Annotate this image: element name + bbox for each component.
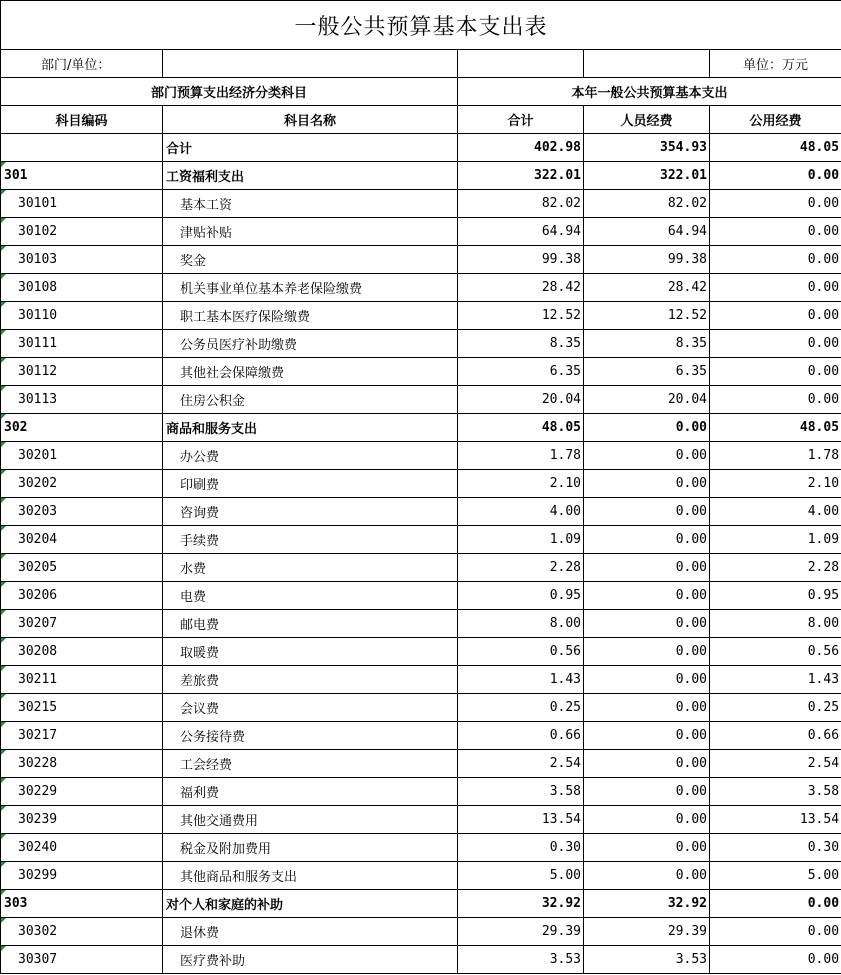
cell-public[interactable]: 0.00: [710, 190, 841, 218]
cell-personnel[interactable]: 322.01: [584, 162, 710, 190]
cell-name[interactable]: 工会经费: [163, 750, 458, 778]
cell-personnel[interactable]: 0.00: [584, 582, 710, 610]
cell-code[interactable]: 30113: [1, 386, 163, 414]
cell-total[interactable]: 3.58: [458, 778, 584, 806]
cell-public[interactable]: 0.00: [710, 302, 841, 330]
cell-code[interactable]: 30307: [1, 946, 163, 974]
col-header-total: 合计: [458, 106, 584, 134]
cell-personnel[interactable]: 0.00: [584, 834, 710, 862]
blank-cell[interactable]: [458, 50, 584, 78]
cell-code[interactable]: 30204: [1, 526, 163, 554]
cell-total[interactable]: 6.35: [458, 358, 584, 386]
cell-public[interactable]: 0.00: [710, 246, 841, 274]
col-header-personnel: 人员经费: [584, 106, 710, 134]
table-row: [1, 918, 841, 946]
cell-name[interactable]: 奖金: [163, 246, 458, 274]
cell-name[interactable]: 合计: [163, 134, 458, 162]
table-row: [1, 526, 841, 554]
cell-code[interactable]: 30102: [1, 218, 163, 246]
cell-name[interactable]: 水费: [163, 554, 458, 582]
cell-total[interactable]: 32.92: [458, 890, 584, 918]
cell-public[interactable]: 48.05: [710, 134, 841, 162]
table-row: [1, 470, 841, 498]
table-row: [1, 246, 841, 274]
cell-public[interactable]: 0.00: [710, 946, 841, 974]
cell-personnel[interactable]: 0.00: [584, 806, 710, 834]
table-row: [1, 330, 841, 358]
dept-value-cell[interactable]: [163, 50, 458, 78]
cell-name[interactable]: 其他社会保障缴费: [163, 358, 458, 386]
cell-code[interactable]: 302: [1, 414, 163, 442]
table-row: [1, 834, 841, 862]
cell-public[interactable]: 0.00: [710, 330, 841, 358]
cell-personnel[interactable]: 0.00: [584, 862, 710, 890]
cell-name[interactable]: 咨询费: [163, 498, 458, 526]
cell-name[interactable]: 退休费: [163, 918, 458, 946]
table-row: [1, 750, 841, 778]
cell-code[interactable]: 30103: [1, 246, 163, 274]
cell-public[interactable]: 0.00: [710, 890, 841, 918]
cell-public[interactable]: 2.10: [710, 470, 841, 498]
table-row: [1, 442, 841, 470]
cell-code[interactable]: 30201: [1, 442, 163, 470]
cell-name[interactable]: 津贴补贴: [163, 218, 458, 246]
cell-total[interactable]: 64.94: [458, 218, 584, 246]
cell-personnel[interactable]: 0.00: [584, 498, 710, 526]
cell-total[interactable]: 0.56: [458, 638, 584, 666]
table-row: [1, 358, 841, 386]
cell-code[interactable]: 30299: [1, 862, 163, 890]
cell-personnel[interactable]: 0.00: [584, 610, 710, 638]
cell-code[interactable]: 30202: [1, 470, 163, 498]
cell-code[interactable]: 30208: [1, 638, 163, 666]
cell-total[interactable]: 322.01: [458, 162, 584, 190]
group-header-left: 部门预算支出经济分类科目: [1, 78, 458, 106]
cell-personnel[interactable]: 0.00: [584, 666, 710, 694]
blank-cell[interactable]: [584, 50, 710, 78]
cell-total[interactable]: 13.54: [458, 806, 584, 834]
cell-public[interactable]: 0.00: [710, 386, 841, 414]
unit-label: 单位：万元: [710, 50, 841, 78]
cell-personnel[interactable]: 354.93: [584, 134, 710, 162]
cell-public[interactable]: 1.09: [710, 526, 841, 554]
cell-personnel[interactable]: 0.00: [584, 470, 710, 498]
cell-public[interactable]: 0.00: [710, 918, 841, 946]
cell-total[interactable]: 402.98: [458, 134, 584, 162]
cell-personnel[interactable]: 0.00: [584, 722, 710, 750]
cell-total[interactable]: 0.25: [458, 694, 584, 722]
cell-name[interactable]: 邮电费: [163, 610, 458, 638]
cell-personnel[interactable]: 0.00: [584, 778, 710, 806]
cell-public[interactable]: 1.78: [710, 442, 841, 470]
cell-public[interactable]: 0.66: [710, 722, 841, 750]
cell-total[interactable]: 48.05: [458, 414, 584, 442]
cell-total[interactable]: 2.54: [458, 750, 584, 778]
cell-personnel[interactable]: 20.04: [584, 386, 710, 414]
cell-personnel[interactable]: 0.00: [584, 526, 710, 554]
cell-personnel[interactable]: 32.92: [584, 890, 710, 918]
cell-code[interactable]: 30101: [1, 190, 163, 218]
cell-personnel[interactable]: 82.02: [584, 190, 710, 218]
cell-public[interactable]: 0.00: [710, 274, 841, 302]
cell-personnel[interactable]: 0.00: [584, 750, 710, 778]
cell-name[interactable]: 职工基本医疗保险缴费: [163, 302, 458, 330]
cell-name[interactable]: 公务员医疗补助缴费: [163, 330, 458, 358]
cell-public[interactable]: 0.00: [710, 358, 841, 386]
cell-name[interactable]: 住房公积金: [163, 386, 458, 414]
cell-public[interactable]: 5.00: [710, 862, 841, 890]
cell-code[interactable]: 30207: [1, 610, 163, 638]
cell-public[interactable]: 0.00: [710, 162, 841, 190]
cell-name[interactable]: 其他交通费用: [163, 806, 458, 834]
cell-name[interactable]: 公务接待费: [163, 722, 458, 750]
cell-code[interactable]: 30205: [1, 554, 163, 582]
table-row: [1, 134, 841, 162]
cell-code[interactable]: 30229: [1, 778, 163, 806]
cell-public[interactable]: 2.54: [710, 750, 841, 778]
cell-personnel[interactable]: 28.42: [584, 274, 710, 302]
cell-name[interactable]: 电费: [163, 582, 458, 610]
cell-name[interactable]: 差旅费: [163, 666, 458, 694]
cell-total[interactable]: 8.00: [458, 610, 584, 638]
cell-code[interactable]: 30203: [1, 498, 163, 526]
cell-total[interactable]: 82.02: [458, 190, 584, 218]
cell-public[interactable]: 13.54: [710, 806, 841, 834]
col-header-code: 科目编码: [1, 106, 163, 134]
table-row: [1, 386, 841, 414]
cell-personnel[interactable]: 3.53: [584, 946, 710, 974]
cell-public[interactable]: 0.95: [710, 582, 841, 610]
cell-personnel[interactable]: 64.94: [584, 218, 710, 246]
table-row: [1, 946, 841, 974]
cell-total[interactable]: 12.52: [458, 302, 584, 330]
cell-name[interactable]: 手续费: [163, 526, 458, 554]
table-row: [1, 862, 841, 890]
cell-public[interactable]: 2.28: [710, 554, 841, 582]
cell-personnel[interactable]: 12.52: [584, 302, 710, 330]
cell-name[interactable]: 对个人和家庭的补助: [163, 890, 458, 918]
cell-public[interactable]: 3.58: [710, 778, 841, 806]
table-row: [1, 162, 841, 190]
cell-name[interactable]: 福利费: [163, 778, 458, 806]
table-row: [1, 722, 841, 750]
cell-personnel[interactable]: 0.00: [584, 694, 710, 722]
cell-personnel[interactable]: 6.35: [584, 358, 710, 386]
table-row: [1, 218, 841, 246]
cell-code[interactable]: 30108: [1, 274, 163, 302]
cell-personnel[interactable]: 0.00: [584, 442, 710, 470]
table-row: [1, 666, 841, 694]
page-title: 一般公共预算基本支出表: [1, 1, 841, 50]
col-header-public: 公用经费: [710, 106, 841, 134]
cell-name[interactable]: 机关事业单位基本养老保险缴费: [163, 274, 458, 302]
cell-total[interactable]: 1.43: [458, 666, 584, 694]
dept-label: 部门/单位：: [1, 50, 163, 78]
cell-name[interactable]: 会议费: [163, 694, 458, 722]
cell-code[interactable]: 30211: [1, 666, 163, 694]
cell-personnel[interactable]: 99.38: [584, 246, 710, 274]
cell-code[interactable]: 30217: [1, 722, 163, 750]
cell-personnel[interactable]: 0.00: [584, 554, 710, 582]
cell-total[interactable]: 1.78: [458, 442, 584, 470]
cell-name[interactable]: 印刷费: [163, 470, 458, 498]
cell-total[interactable]: 29.39: [458, 918, 584, 946]
cell-code[interactable]: 30111: [1, 330, 163, 358]
cell-code[interactable]: 30302: [1, 918, 163, 946]
cell-name[interactable]: 基本工资: [163, 190, 458, 218]
cell-code[interactable]: 303: [1, 890, 163, 918]
cell-public[interactable]: 4.00: [710, 498, 841, 526]
table-row: [1, 806, 841, 834]
cell-code[interactable]: 30110: [1, 302, 163, 330]
cell-code[interactable]: 30228: [1, 750, 163, 778]
cell-public[interactable]: 0.00: [710, 218, 841, 246]
cell-public[interactable]: 48.05: [710, 414, 841, 442]
cell-total[interactable]: 3.53: [458, 946, 584, 974]
cell-public[interactable]: 1.43: [710, 666, 841, 694]
cell-code[interactable]: 30206: [1, 582, 163, 610]
cell-total[interactable]: 8.35: [458, 330, 584, 358]
cell-personnel[interactable]: 29.39: [584, 918, 710, 946]
cell-code[interactable]: 30240: [1, 834, 163, 862]
cell-name[interactable]: 办公费: [163, 442, 458, 470]
table-row: [1, 498, 841, 526]
table-row: [1, 582, 841, 610]
cell-public[interactable]: 0.25: [710, 694, 841, 722]
cell-total[interactable]: 0.95: [458, 582, 584, 610]
cell-total[interactable]: 5.00: [458, 862, 584, 890]
table-row: [1, 190, 841, 218]
cell-name[interactable]: 商品和服务支出: [163, 414, 458, 442]
cell-personnel[interactable]: 8.35: [584, 330, 710, 358]
table-row: [1, 610, 841, 638]
cell-name[interactable]: 取暖费: [163, 638, 458, 666]
cell-code[interactable]: 30239: [1, 806, 163, 834]
table-row: [1, 302, 841, 330]
cell-total[interactable]: 0.30: [458, 834, 584, 862]
cell-total[interactable]: 2.28: [458, 554, 584, 582]
cell-total[interactable]: 28.42: [458, 274, 584, 302]
table-row: [1, 890, 841, 918]
table-row: [1, 638, 841, 666]
cell-public[interactable]: 8.00: [710, 610, 841, 638]
table-row: [1, 274, 841, 302]
cell-personnel[interactable]: 0.00: [584, 638, 710, 666]
cell-total[interactable]: 20.04: [458, 386, 584, 414]
table-row: [1, 694, 841, 722]
cell-public[interactable]: 0.30: [710, 834, 841, 862]
cell-total[interactable]: 4.00: [458, 498, 584, 526]
cell-code[interactable]: 30215: [1, 694, 163, 722]
table-row: [1, 414, 841, 442]
cell-name[interactable]: 其他商品和服务支出: [163, 862, 458, 890]
cell-code[interactable]: 30112: [1, 358, 163, 386]
cell-total[interactable]: 99.38: [458, 246, 584, 274]
table-row: [1, 554, 841, 582]
cell-name[interactable]: 税金及附加费用: [163, 834, 458, 862]
cell-personnel[interactable]: 0.00: [584, 414, 710, 442]
cell-code[interactable]: 301: [1, 162, 163, 190]
group-header-right: 本年一般公共预算基本支出: [458, 78, 841, 106]
cell-total[interactable]: 0.66: [458, 722, 584, 750]
cell-name[interactable]: 工资福利支出: [163, 162, 458, 190]
cell-name[interactable]: 医疗费补助: [163, 946, 458, 974]
cell-total[interactable]: 1.09: [458, 526, 584, 554]
cell-total[interactable]: 2.10: [458, 470, 584, 498]
table-row: [1, 778, 841, 806]
col-header-name: 科目名称: [163, 106, 458, 134]
cell-public[interactable]: 0.56: [710, 638, 841, 666]
cell-code[interactable]: [1, 134, 163, 162]
